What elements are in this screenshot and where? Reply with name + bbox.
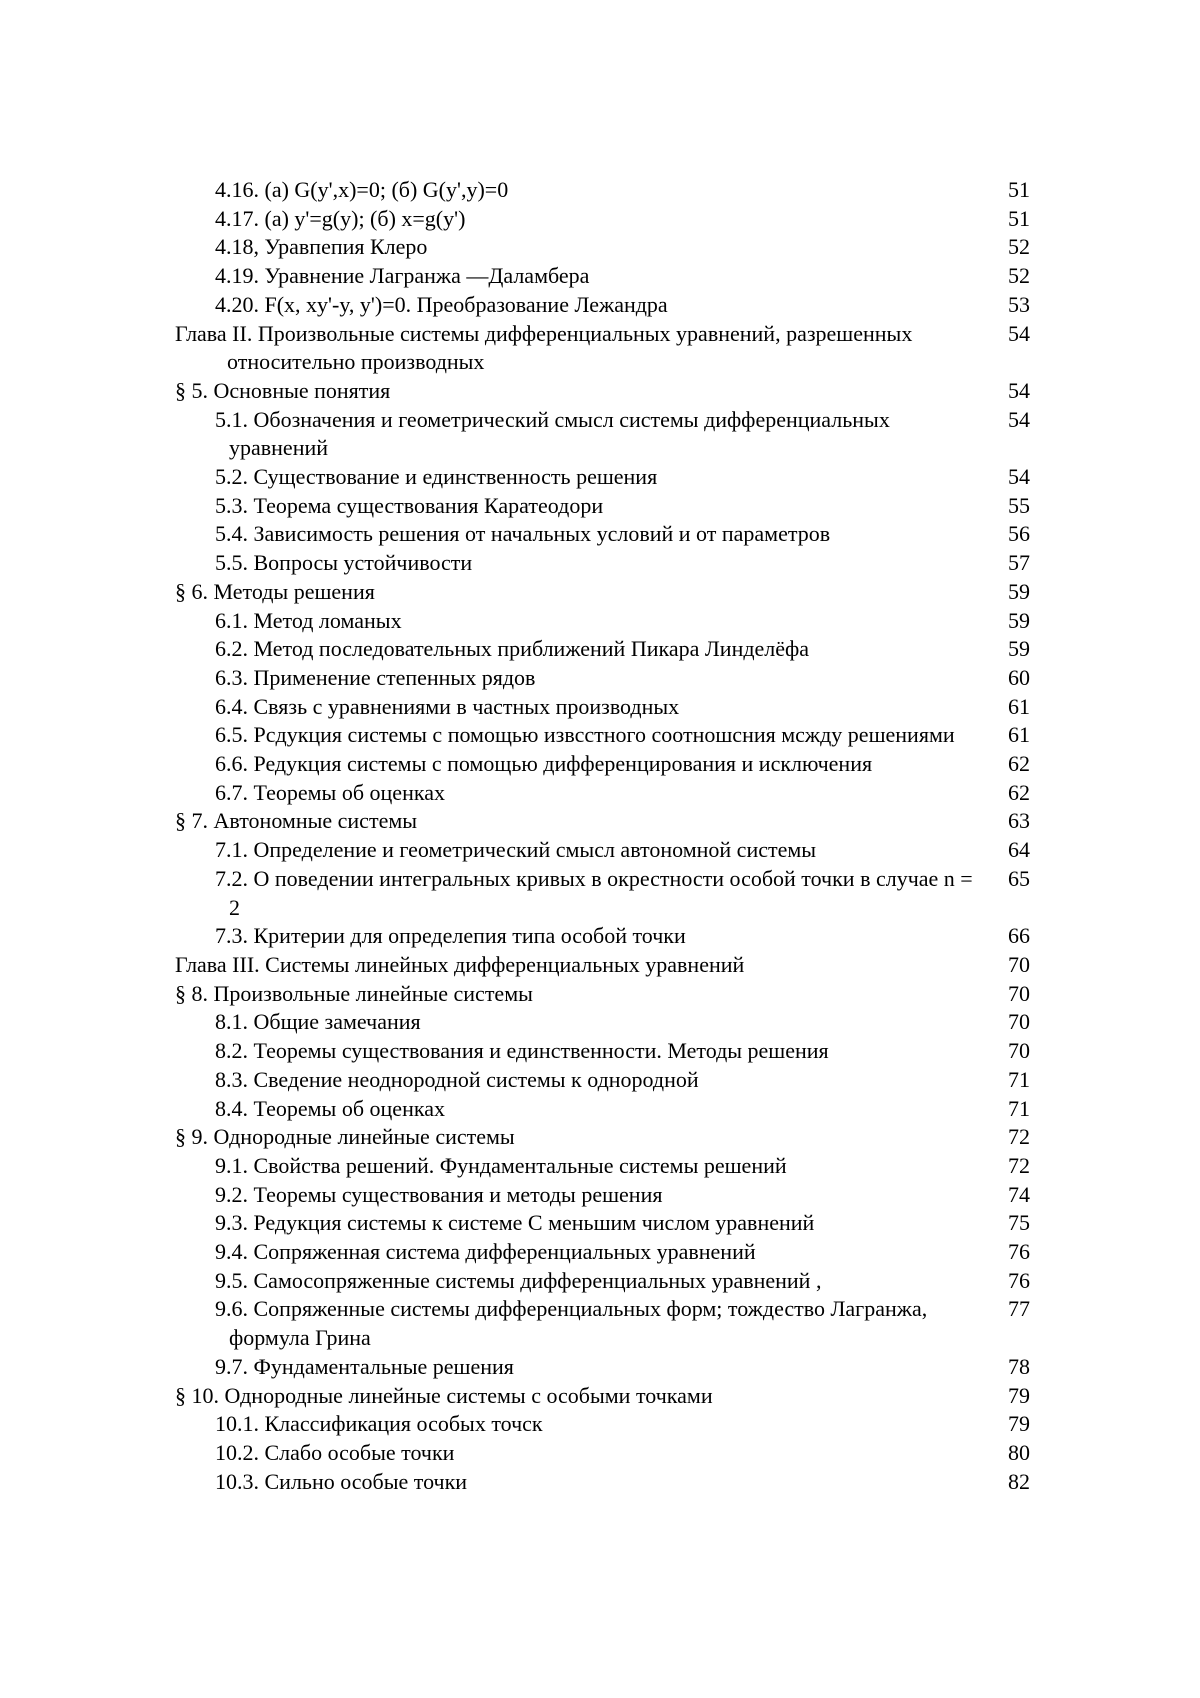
toc-subsection bbox=[0, 635, 1200, 664]
toc-subsection bbox=[0, 664, 1200, 693]
toc-page-number: 52 bbox=[1008, 263, 1030, 289]
toc-entry-title: § 9. Однородные линейные системы bbox=[175, 1124, 515, 1150]
toc-entry-title: 4.20. F(x, xy'-y, y')=0. Преобразование Лежандра bbox=[215, 291, 668, 317]
toc-entry-title: § 10. Однородные линейные системы с особыми точками bbox=[175, 1382, 713, 1408]
toc-page-number: 59 bbox=[1008, 636, 1030, 662]
toc-entry-title: Глава II. Произвольные системы дифференциальных уравнений, разрешенных относительно производных bbox=[175, 320, 913, 375]
toc-entry-title: 5.2. Существование и единственность решения bbox=[215, 464, 658, 490]
toc-section bbox=[0, 578, 1200, 607]
toc-entry-title: 6.3. Применение степенных рядов bbox=[215, 664, 536, 690]
toc-entry-title: § 7. Автономные системы bbox=[175, 808, 418, 834]
toc-page-number: 66 bbox=[1008, 923, 1030, 949]
toc-subsection bbox=[0, 693, 1200, 722]
toc-entry-title: 4.19. Уравнение Лагранжа —Даламбера bbox=[215, 263, 590, 289]
toc-entry-title: 5.4. Зависимость решения от начальных условий и от параметров bbox=[215, 521, 831, 547]
toc-entry-title: 9.3. Редукция системы к системе С меньшим числом уравнений bbox=[215, 1210, 815, 1236]
toc-page-number: 55 bbox=[1008, 492, 1030, 518]
toc-subsection bbox=[0, 1152, 1200, 1181]
toc-page-number: 70 bbox=[1008, 1009, 1030, 1035]
toc-page-number: 80 bbox=[1008, 1439, 1030, 1465]
toc-entry-title: § 6. Методы решения bbox=[175, 578, 375, 604]
toc-entry-title: 6.6. Редукция системы с помощью дифференцирования и исключения bbox=[215, 751, 873, 777]
toc-page-number: 54 bbox=[1008, 377, 1030, 403]
toc-entry-title: 8.2. Теоремы существования и единственности. Методы решения bbox=[215, 1038, 829, 1064]
toc-page-number: 71 bbox=[1008, 1095, 1030, 1121]
toc-page-number: 82 bbox=[1008, 1468, 1030, 1494]
toc-chapter bbox=[0, 951, 1200, 980]
toc-subsection bbox=[0, 406, 1200, 463]
toc-entry-title: 8.1. Общие замечания bbox=[215, 1009, 421, 1035]
toc-page-number: 70 bbox=[1008, 951, 1030, 977]
toc-subsection bbox=[0, 1295, 1200, 1352]
toc-subsection bbox=[0, 1066, 1200, 1095]
toc-entry-title: 4.17. (а) y'=g(y); (б) x=g(y') bbox=[215, 205, 466, 231]
toc-page-number: 74 bbox=[1008, 1181, 1030, 1207]
toc-entry-title: 9.7. Фундаментальные решения bbox=[215, 1353, 514, 1379]
toc-subsection bbox=[0, 721, 1200, 750]
toc-subsection bbox=[0, 1238, 1200, 1267]
toc-entry-title: § 5. Основные понятия bbox=[175, 377, 391, 403]
toc-entry-title: 9.6. Сопряженные системы дифференциальных форм; тождество Лагранжа, формула Грина bbox=[215, 1296, 928, 1351]
toc-entry-title: 5.3. Теорема существования Каратеодори bbox=[215, 492, 604, 518]
toc-subsection bbox=[0, 549, 1200, 578]
toc-subsection bbox=[0, 1209, 1200, 1238]
table-of-contents bbox=[0, 176, 1200, 1496]
toc-subsection bbox=[0, 922, 1200, 951]
toc-entry-title: 9.2. Теоремы существования и методы решения bbox=[215, 1181, 663, 1207]
toc-entry-title: 8.3. Сведение неоднородной системы к однородной bbox=[215, 1066, 699, 1092]
toc-subsection bbox=[0, 262, 1200, 291]
toc-subsection bbox=[0, 205, 1200, 234]
toc-page-number: 53 bbox=[1008, 291, 1030, 317]
toc-entry-title: 4.18, Уравпепия Клеро bbox=[215, 234, 428, 260]
toc-page-number: 62 bbox=[1008, 779, 1030, 805]
toc-entry-title: Глава III. Системы линейных дифференциальных уравнений bbox=[175, 951, 745, 977]
toc-subsection bbox=[0, 1037, 1200, 1066]
toc-entry-title: 6.2. Метод последовательных приближений Пикара Линделёфа bbox=[215, 636, 810, 662]
toc-page-number: 72 bbox=[1008, 1152, 1030, 1178]
toc-entry-title: 10.1. Классификация особых точск bbox=[215, 1411, 543, 1437]
toc-entry-title: 4.16. (а) G(y',x)=0; (б) G(y',y)=0 bbox=[215, 177, 509, 202]
toc-subsection bbox=[0, 1439, 1200, 1468]
toc-entry-title: 9.4. Сопряженная система дифференциальных уравнений bbox=[215, 1239, 756, 1265]
toc-page-number: 61 bbox=[1008, 693, 1030, 719]
toc-subsection bbox=[0, 1181, 1200, 1210]
toc-page-number: 65 bbox=[1008, 865, 1030, 891]
toc-entry-title: 10.2. Слабо особые точки bbox=[215, 1439, 455, 1465]
toc-entry-title: 6.4. Связь с уравнениями в частных производных bbox=[215, 693, 680, 719]
toc-page-number: 62 bbox=[1008, 751, 1030, 777]
toc-page-number: 57 bbox=[1008, 550, 1030, 576]
toc-page-number: 79 bbox=[1008, 1382, 1030, 1408]
toc-entry-title: 9.5. Самосопряженные системы дифференциальных уравнений , bbox=[215, 1267, 822, 1293]
toc-page-number: 56 bbox=[1008, 521, 1030, 547]
toc-page-number: 60 bbox=[1008, 664, 1030, 690]
toc-section bbox=[0, 1123, 1200, 1152]
toc-subsection bbox=[0, 1468, 1200, 1497]
toc-page-number: 75 bbox=[1008, 1210, 1030, 1236]
toc-section bbox=[0, 1382, 1200, 1411]
toc-page-number: 63 bbox=[1008, 808, 1030, 834]
toc-subsection bbox=[0, 233, 1200, 262]
toc-page-number: 54 bbox=[1008, 320, 1030, 346]
toc-page-number: 51 bbox=[1008, 177, 1030, 202]
toc-subsection bbox=[0, 750, 1200, 779]
toc-subsection bbox=[0, 1410, 1200, 1439]
toc-subsection bbox=[0, 1267, 1200, 1296]
toc-entry-title: 7.1. Определение и геометрический смысл автономной системы bbox=[215, 837, 817, 863]
toc-subsection bbox=[0, 520, 1200, 549]
toc-entry-title: 7.3. Критерии для определепия типа особой точки bbox=[215, 923, 686, 949]
toc-subsection bbox=[0, 1095, 1200, 1124]
toc-entry-title: 8.4. Теоремы об оценках bbox=[215, 1095, 445, 1121]
toc-page-number: 70 bbox=[1008, 980, 1030, 1006]
toc-entry-title: 5.5. Вопросы устойчивости bbox=[215, 550, 473, 576]
toc-page-number: 72 bbox=[1008, 1124, 1030, 1150]
toc-subsection bbox=[0, 463, 1200, 492]
toc-page-number: 71 bbox=[1008, 1066, 1030, 1092]
toc-section bbox=[0, 807, 1200, 836]
toc-subsection bbox=[0, 607, 1200, 636]
toc-entry-title: 6.7. Теоремы об оценках bbox=[215, 779, 445, 805]
toc-entry-title: 6.5. Рсдукция системы с помощью извсстного соотношсния мсжду решениями bbox=[215, 722, 955, 748]
toc-page-number: 76 bbox=[1008, 1239, 1030, 1265]
toc-subsection bbox=[0, 176, 1200, 205]
toc-subsection bbox=[0, 1008, 1200, 1037]
toc-subsection bbox=[0, 836, 1200, 865]
toc-page-number: 76 bbox=[1008, 1267, 1030, 1293]
toc-page-number: 78 bbox=[1008, 1353, 1030, 1379]
toc-page-number: 79 bbox=[1008, 1411, 1030, 1437]
toc-subsection bbox=[0, 1353, 1200, 1382]
toc-subsection bbox=[0, 291, 1200, 320]
toc-entry-title: 10.3. Сильно особые точки bbox=[215, 1468, 468, 1494]
toc-section bbox=[0, 980, 1200, 1009]
toc-page-number: 54 bbox=[1008, 406, 1030, 432]
toc-entry-title: 7.2. О поведении интегральных кривых в окрестности особой точки в случае n = 2 bbox=[215, 865, 973, 920]
toc-page-number: 52 bbox=[1008, 234, 1030, 260]
toc-entry-title: 6.1. Метод ломаных bbox=[215, 607, 402, 633]
toc-page-number: 64 bbox=[1008, 837, 1030, 863]
toc-entry-title: 9.1. Свойства решений. Фундаментальные системы решений bbox=[215, 1152, 787, 1178]
toc-page-number: 51 bbox=[1008, 205, 1030, 231]
toc-entry-title: 5.1. Обозначения и геометрический смысл системы дифференциальных уравнений bbox=[215, 406, 890, 461]
toc-subsection bbox=[0, 865, 1200, 922]
toc-page-number: 61 bbox=[1008, 722, 1030, 748]
toc-entry-title: § 8. Произвольные линейные системы bbox=[175, 980, 533, 1006]
toc-chapter bbox=[0, 320, 1200, 377]
toc-subsection bbox=[0, 492, 1200, 521]
toc-page-number: 77 bbox=[1008, 1296, 1030, 1322]
toc-page-number: 70 bbox=[1008, 1038, 1030, 1064]
toc-page-number: 59 bbox=[1008, 578, 1030, 604]
toc-section bbox=[0, 377, 1200, 406]
toc-page-number: 59 bbox=[1008, 607, 1030, 633]
toc-subsection bbox=[0, 779, 1200, 808]
toc-page-number: 54 bbox=[1008, 464, 1030, 490]
